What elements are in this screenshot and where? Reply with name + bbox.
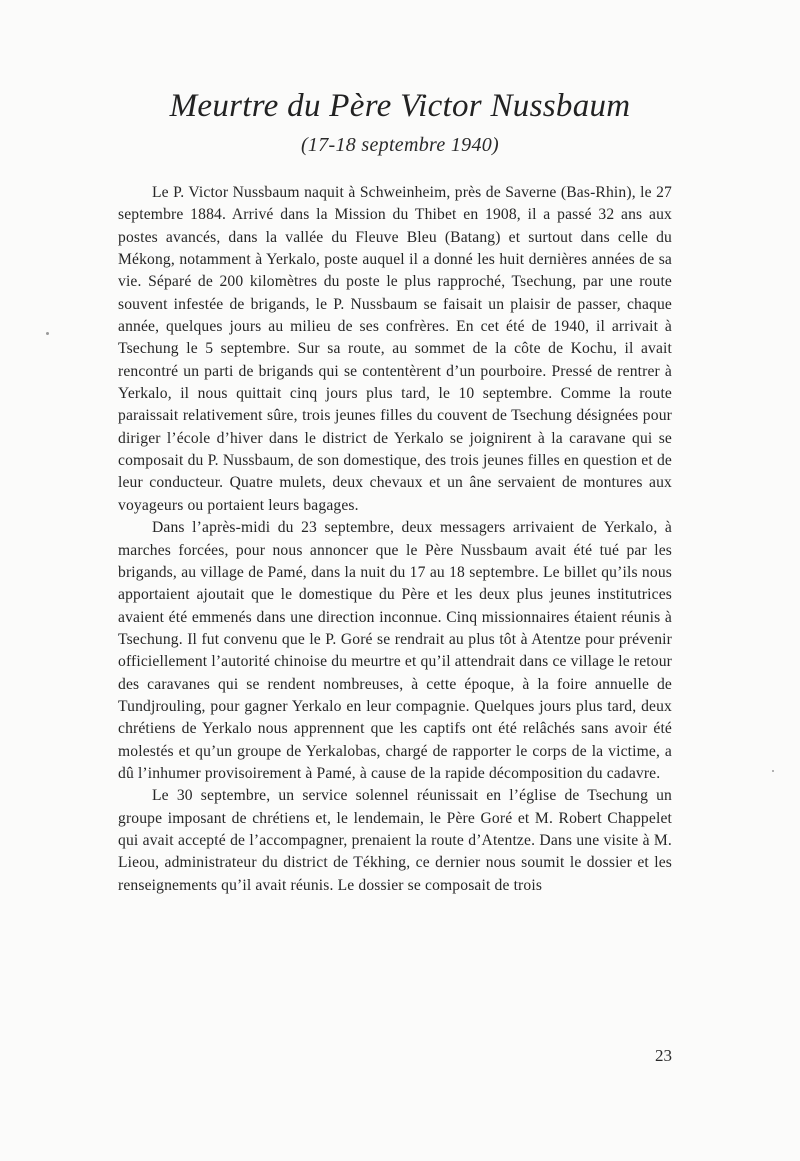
page-subtitle: (17-18 septembre 1940) xyxy=(300,134,500,156)
article-body xyxy=(118,182,672,897)
paragraph-3: Le 30 septembre, un service solennel réunissait en l’église de Tsechung un groupe imposant de chrétiens et, le lendemain, le Père Goré et M. Robert Chappelet qui avait accepté de l’accompagner, prenaient la route d’Atentze. Dans une visite à M. Lieou, administrateur du district de Tékhing, ce dernier nous soumit le dossier et les renseignements qu’il avait réunis. Le dossier se composait de trois xyxy=(118,787,672,894)
scan-speck xyxy=(772,770,774,772)
paragraph-2: Dans l’après-midi du 23 septembre, deux messagers arrivaient de Yerkalo, à marches forcées, pour nous annoncer que le Père Nussbaum avait été tué par les brigands, au village de Pamé, dans la nuit du 17 au 18 septembre. Le billet qu’ils nous apportaient ajoutait que le domestique du Père et les deux plus jeunes institutrices avaient été emmenés dans une direction inconnue. Cinq missionnaires étaient réunis à Tsechung. Il fut convenu que le P. Goré se rendrait au plus tôt à Atentze pour prévenir officiellement l’autorité chinoise du meurtre et qu’il attendrait dans ce village le retour des caravanes qui se rendent nombreuses, à cette époque, à la foire annuelle de Tundjrouling, pour gagner Yerkalo en leur compagnie. Quelques jours plus tard, deux chrétiens de Yerkalo nous apprennent que les captifs ont été relâchés sans avoir été molestés et qu’un groupe de Yerkalobas, chargé de rapporter le corps de la victime, a dû l’inhumer provisoirement à Pamé, à cause de la rapide décomposition du cadavre. xyxy=(118,519,672,782)
page-number: 23 xyxy=(655,1046,672,1065)
scan-speck xyxy=(46,332,49,335)
paragraph-1: Le P. Victor Nussbaum naquit à Schweinheim, près de Saverne (Bas-Rhin), le 27 septembre 1884. Arrivé dans la Mission du Thibet en 1908, il a passé 32 ans aux postes avancés, dans la vallée du Fleuve Bleu (Batang) et surtout dans celle du Mékong, notamment à Yerkalo, poste auquel il a donné les huit dernières années de sa vie. Séparé de 200 kilomètres du poste le plus rapproché, Tsechung, par une route souvent infestée de brigands, le P. Nussbaum se faisait un plaisir de passer, chaque année, quelques jours au milieu de ses confrères. En cet été de 1940, il arrivait à Tsechung le 5 septembre. Sur sa route, au sommet de la côte de Kochu, il avait rencontré un parti de brigands qui se contentèrent d’un pourboire. Pressé de rentrer à Yerkalo, il nous quittait cinq jours plus tard, le 10 septembre. Comme la route paraissait relativement sûre, trois jeunes filles du couvent de Tsechung désignées pour diriger l’école d’hiver dans le district de Yerkalo se joignirent à la caravane qui se composait du P. Nussbaum, de son domestique, des trois jeunes filles en question et de leur conducteur. Quatre mulets, deux chevaux et un âne servaient de montures aux voyageurs ou portaient leurs bagages. xyxy=(118,184,672,514)
page-title: Meurtre du Père Victor Nussbaum xyxy=(169,88,631,124)
